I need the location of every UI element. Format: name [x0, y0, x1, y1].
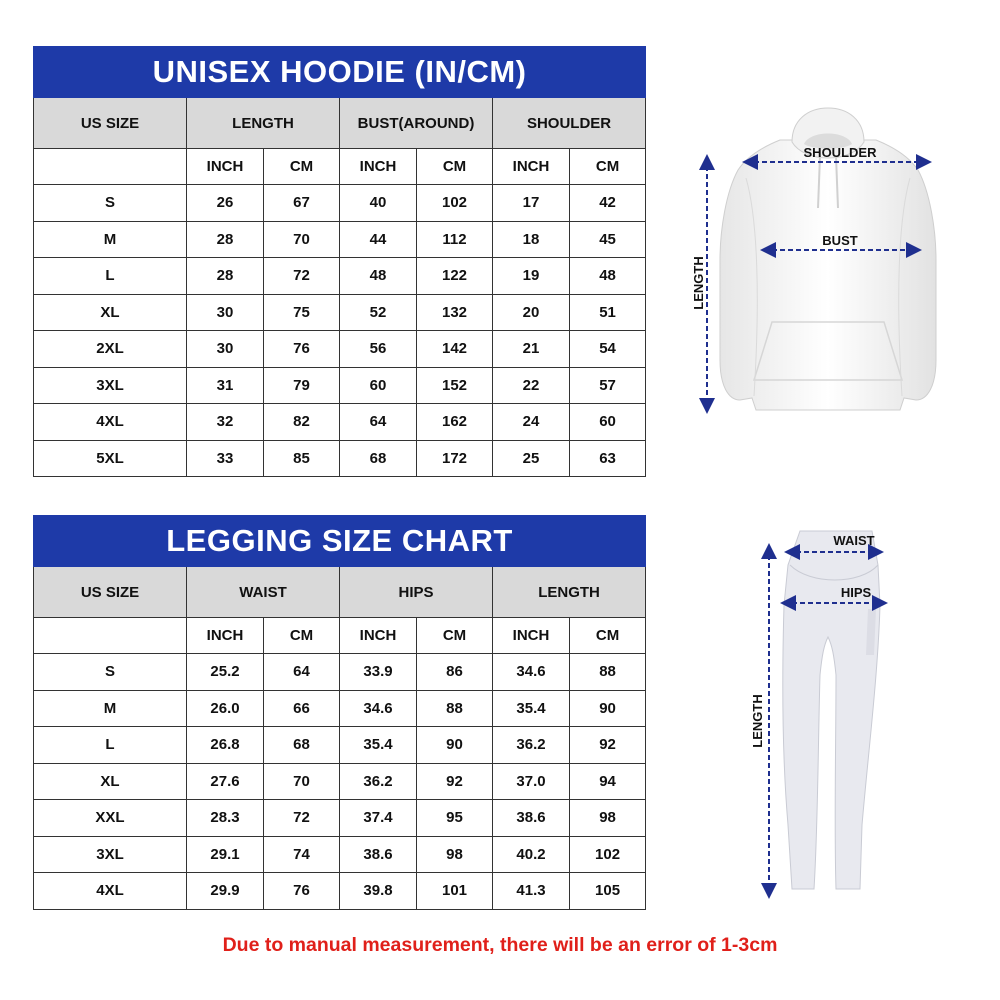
legging-value-cell: 101 — [417, 873, 493, 910]
legging-table-row — [34, 727, 646, 764]
hoodie-value-cell: 57 — [570, 367, 646, 404]
legging-unit-cell: CM — [570, 618, 646, 654]
bust-label: BUST — [822, 233, 858, 248]
hoodie-unit-cell: CM — [417, 149, 493, 185]
legging-value-cell: 38.6 — [493, 800, 570, 837]
hoodie-table-row — [34, 404, 646, 441]
legging-value-cell: 98 — [417, 836, 493, 873]
legging-value-cell: 39.8 — [340, 873, 417, 910]
legging-value-cell: 37.4 — [340, 800, 417, 837]
hoodie-table-title: UNISEX HOODIE (IN/CM) — [34, 47, 646, 98]
hoodie-value-cell: 32 — [187, 404, 264, 441]
legging-value-cell: 88 — [570, 654, 646, 691]
legging-length-label: LENGTH — [750, 694, 765, 748]
legging-table-row — [34, 873, 646, 910]
legging-value-cell: 26.0 — [187, 690, 264, 727]
legging-value-cell: 38.6 — [340, 836, 417, 873]
hoodie-value-cell: 79 — [264, 367, 340, 404]
hoodie-value-cell: 40 — [340, 185, 417, 222]
hoodie-table-row — [34, 440, 646, 477]
legging-table-row — [34, 654, 646, 691]
hoodie-value-cell: 60 — [340, 367, 417, 404]
legging-value-cell: 29.9 — [187, 873, 264, 910]
legging-size-cell: L — [34, 727, 187, 764]
hoodie-value-cell: 72 — [264, 258, 340, 295]
legging-table-row — [34, 836, 646, 873]
hoodie-value-cell: 112 — [417, 221, 493, 258]
hoodie-unit-cell: CM — [570, 149, 646, 185]
hoodie-header-shoulder: SHOULDER — [493, 98, 646, 149]
hoodie-value-cell: 76 — [264, 331, 340, 368]
hoodie-table-row — [34, 367, 646, 404]
hoodie-value-cell: 48 — [340, 258, 417, 295]
legging-table-row — [34, 800, 646, 837]
hoodie-header-us-size: US SIZE — [34, 98, 187, 149]
hoodie-value-cell: 82 — [264, 404, 340, 441]
hoodie-size-cell: 5XL — [34, 440, 187, 477]
hoodie-value-cell: 28 — [187, 258, 264, 295]
legging-value-cell: 37.0 — [493, 763, 570, 800]
legging-unit-cell: CM — [417, 618, 493, 654]
legging-size-table — [33, 515, 646, 910]
legging-value-cell: 70 — [264, 763, 340, 800]
legging-table-row — [34, 763, 646, 800]
legging-value-cell: 92 — [417, 763, 493, 800]
hips-label: HIPS — [840, 585, 872, 600]
hoodie-value-cell: 68 — [340, 440, 417, 477]
shoulder-label: SHOULDER — [803, 145, 877, 160]
legging-size-cell: 4XL — [34, 873, 187, 910]
hoodie-value-cell: 142 — [417, 331, 493, 368]
hoodie-value-cell: 42 — [570, 185, 646, 222]
legging-value-cell: 68 — [264, 727, 340, 764]
legging-table-body — [34, 654, 646, 910]
legging-size-cell: XXL — [34, 800, 187, 837]
hoodie-value-cell: 48 — [570, 258, 646, 295]
legging-value-cell: 74 — [264, 836, 340, 873]
legging-unit-cell: INCH — [493, 618, 570, 654]
hoodie-value-cell: 64 — [340, 404, 417, 441]
hoodie-unit-cell: INCH — [493, 149, 570, 185]
hoodie-size-cell: XL — [34, 294, 187, 331]
legging-size-cell: 3XL — [34, 836, 187, 873]
legging-value-cell: 92 — [570, 727, 646, 764]
legging-value-cell: 25.2 — [187, 654, 264, 691]
legging-value-cell: 26.8 — [187, 727, 264, 764]
legging-value-cell: 41.3 — [493, 873, 570, 910]
hoodie-value-cell: 152 — [417, 367, 493, 404]
hoodie-size-cell: S — [34, 185, 187, 222]
hoodie-value-cell: 20 — [493, 294, 570, 331]
legging-value-cell: 95 — [417, 800, 493, 837]
hoodie-size-cell: M — [34, 221, 187, 258]
hoodie-value-cell: 19 — [493, 258, 570, 295]
hoodie-size-cell: L — [34, 258, 187, 295]
hoodie-value-cell: 33 — [187, 440, 264, 477]
hoodie-table-row — [34, 258, 646, 295]
hoodie-table-body — [34, 185, 646, 477]
hoodie-value-cell: 25 — [493, 440, 570, 477]
legging-value-cell: 72 — [264, 800, 340, 837]
legging-unit-blank — [34, 618, 187, 654]
legging-header-hips: HIPS — [340, 567, 493, 618]
hoodie-value-cell: 30 — [187, 294, 264, 331]
waist-label: WAIST — [833, 533, 875, 548]
hoodie-value-cell: 28 — [187, 221, 264, 258]
hoodie-value-cell: 26 — [187, 185, 264, 222]
hoodie-header-bust: BUST(AROUND) — [340, 98, 493, 149]
legging-value-cell: 35.4 — [340, 727, 417, 764]
hoodie-unit-cell: INCH — [340, 149, 417, 185]
hoodie-value-cell: 56 — [340, 331, 417, 368]
legging-value-cell: 35.4 — [493, 690, 570, 727]
legging-size-cell: XL — [34, 763, 187, 800]
hoodie-value-cell: 132 — [417, 294, 493, 331]
measurement-note: Due to manual measurement, there will be an error of 1-3cm — [222, 934, 778, 956]
legging-value-cell: 34.6 — [493, 654, 570, 691]
hoodie-value-cell: 52 — [340, 294, 417, 331]
hoodie-value-cell: 122 — [417, 258, 493, 295]
hoodie-value-cell: 172 — [417, 440, 493, 477]
hoodie-value-cell: 75 — [264, 294, 340, 331]
hoodie-header-length: LENGTH — [187, 98, 340, 149]
legging-value-cell: 102 — [570, 836, 646, 873]
hoodie-value-cell: 85 — [264, 440, 340, 477]
legging-value-cell: 40.2 — [493, 836, 570, 873]
hoodie-unit-cell: INCH — [187, 149, 264, 185]
legging-value-cell: 86 — [417, 654, 493, 691]
legging-unit-cell: CM — [264, 618, 340, 654]
legging-value-cell: 36.2 — [340, 763, 417, 800]
hoodie-value-cell: 18 — [493, 221, 570, 258]
hoodie-value-cell: 70 — [264, 221, 340, 258]
legging-header-us-size: US SIZE — [34, 567, 187, 618]
legging-value-cell: 76 — [264, 873, 340, 910]
legging-value-cell: 28.3 — [187, 800, 264, 837]
hoodie-value-cell: 162 — [417, 404, 493, 441]
legging-value-cell: 105 — [570, 873, 646, 910]
legging-value-cell: 98 — [570, 800, 646, 837]
hoodie-value-cell: 63 — [570, 440, 646, 477]
hoodie-unit-blank — [34, 149, 187, 185]
hoodie-measurement-diagram — [680, 100, 980, 430]
hoodie-length-label: LENGTH — [691, 256, 706, 310]
legging-value-cell: 27.6 — [187, 763, 264, 800]
hoodie-unit-cell: CM — [264, 149, 340, 185]
legging-value-cell: 29.1 — [187, 836, 264, 873]
legging-size-cell: M — [34, 690, 187, 727]
hoodie-size-cell: 2XL — [34, 331, 187, 368]
hoodie-value-cell: 54 — [570, 331, 646, 368]
hoodie-value-cell: 31 — [187, 367, 264, 404]
hoodie-value-cell: 102 — [417, 185, 493, 222]
legging-value-cell: 34.6 — [340, 690, 417, 727]
hoodie-value-cell: 51 — [570, 294, 646, 331]
legging-table-row — [34, 690, 646, 727]
legging-value-cell: 90 — [570, 690, 646, 727]
hoodie-size-cell: 3XL — [34, 367, 187, 404]
hoodie-value-cell: 44 — [340, 221, 417, 258]
hoodie-table-row — [34, 185, 646, 222]
hoodie-value-cell: 30 — [187, 331, 264, 368]
hoodie-size-table — [33, 46, 646, 477]
legging-value-cell: 36.2 — [493, 727, 570, 764]
legging-value-cell: 66 — [264, 690, 340, 727]
hoodie-value-cell: 17 — [493, 185, 570, 222]
hoodie-value-cell: 24 — [493, 404, 570, 441]
hoodie-table-row — [34, 294, 646, 331]
hoodie-value-cell: 21 — [493, 331, 570, 368]
legging-header-length: LENGTH — [493, 567, 646, 618]
legging-header-waist: WAIST — [187, 567, 340, 618]
legging-size-cell: S — [34, 654, 187, 691]
hoodie-table-row — [34, 221, 646, 258]
hoodie-value-cell: 45 — [570, 221, 646, 258]
legging-value-cell: 90 — [417, 727, 493, 764]
hoodie-value-cell: 22 — [493, 367, 570, 404]
legging-value-cell: 88 — [417, 690, 493, 727]
legging-table-title: LEGGING SIZE CHART — [34, 516, 646, 567]
legging-value-cell: 33.9 — [340, 654, 417, 691]
legging-value-cell: 64 — [264, 654, 340, 691]
hoodie-table-row — [34, 331, 646, 368]
legging-measurement-diagram — [740, 525, 900, 905]
legging-unit-cell: INCH — [340, 618, 417, 654]
legging-value-cell: 94 — [570, 763, 646, 800]
hoodie-size-cell: 4XL — [34, 404, 187, 441]
hoodie-value-cell: 67 — [264, 185, 340, 222]
hoodie-value-cell: 60 — [570, 404, 646, 441]
legging-unit-cell: INCH — [187, 618, 264, 654]
